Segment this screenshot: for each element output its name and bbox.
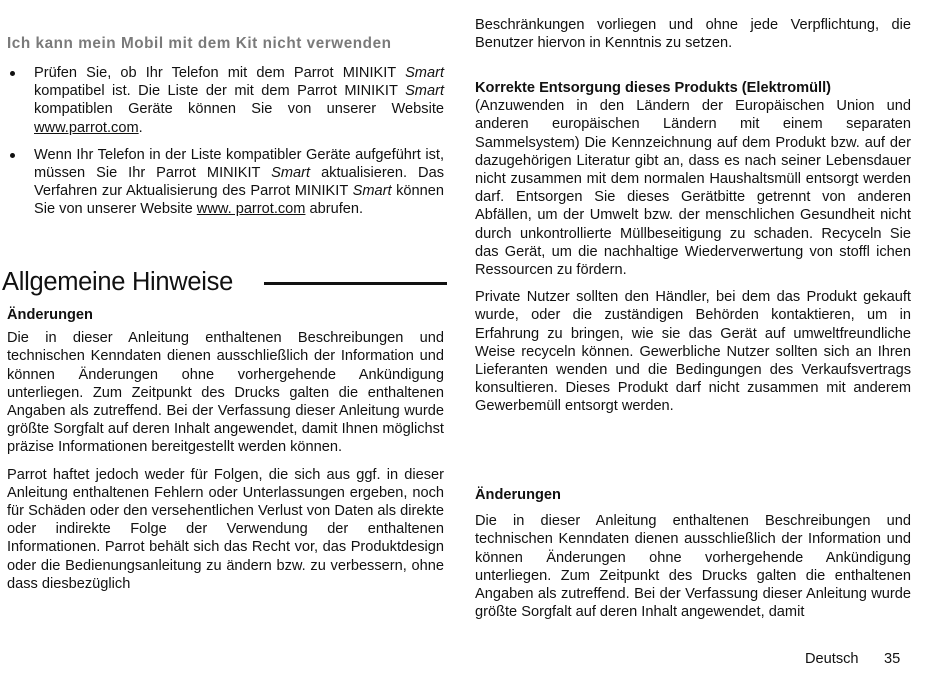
parrot-website-link[interactable]: www.parrot.com [34,119,139,136]
changes-heading: Änderungen [475,487,561,503]
liability-paragraph: Parrot haftet jedoch weder für Folgen, die sich aus ggf. in dieser Anleitung enthaltenen Fehlern oder Unterlassungen ergeben, noch für Schäden oder den versehentlichen Verlust von Daten als direkte oder indirekte Folge der Verwendung der enthaltenen Informationen. Parrot behält sich das Recht vor, das Produktdesign oder die Bedienungsanleitung zu ändern bzw. zu verbessern, ohne dass diesbezüglich [7,466,444,592]
disposal-paragraph: (Anzuwenden in den Ländern der Europäischen Union und anderen europäischen Ländern mit einem separaten Sammelsystem) Die Kennzeichnung auf dem Produkt bzw. auf der dazugehörigen Literatur gibt an, dass es nach seiner Lebensdauer nicht zusammen mit dem normalen Haushaltsmüll entsorgt werden darf. Entsorgen Sie dieses Gerätbitte getrennt von anderen Abfällen, um der Umwelt bzw. der menschlichen Gesundheit nicht durch unkontrollierte Müllbeseitigung zu schaden. Recyceln Sie das Gerät, um die nachhaltige Wiederverwertung von stoffl ichen Ressourcen zu fördern. [475,98,911,279]
changes-paragraph: Die in dieser Anleitung enthaltenen Beschreibungen und technischen Kenndaten dienen ausschließlich der Information und können Änderungen ohne vorhergehende Ankündigung unterliegen. Zum Zeitpunkt des Drucks galten die enthaltenen Angaben als zutreffend. Bei der Verfassung dieser Anleitung wurde größte Sorgfalt auf deren Inhalt angewendet, damit [475,513,911,621]
troubleshooting-list [7,64,444,219]
footer-language: Deutsch [805,651,859,667]
continuation-block [475,16,911,52]
heading-rule [264,282,447,285]
changes-heading: Änderungen [7,307,93,323]
changes-section [7,306,444,593]
changes-paragraph: Die in dieser Anleitung enthaltenen Beschreibungen und technischen Kenndaten dienen ausschließlich der Information und können Änderungen ohne vorhergehende Ankündigung unterliegen. Zum Zeitpunkt des Drucks galten die enthaltenen Angaben als zutreffend. Bei der Verfassung dieser Anleitung wurde größte Sorgfalt auf deren Inhalt angewendet, damit Ihnen möglichst präzise Informationen bereitgestellt werden können. [7,330,444,456]
changes-section [475,486,911,621]
list-item: Prüfen Sie, ob Ihr Telefon mit dem Parrot MINIKIT Smart kompatibel ist. Die Liste der mit dem Parrot MINIKIT Smart kompatiblen Geräte können Sie von unserer Website www.parrot.com. [7,64,444,137]
disposal-section [475,79,911,416]
page-number: 35 [884,651,901,667]
list-item: Wenn Ihr Telefon in der Liste kompatibler Geräte aufgeführt ist, müssen Sie Ihr Parrot MINIKIT Smart aktualisieren. Das Verfahren zur Aktualisierung des Parrot MINIKIT Smart können Sie von unserer Website www. parrot.com abrufen. [7,146,444,219]
disposal-heading: Korrekte Entsorgung dieses Produkts (Elektromüll) [475,80,831,96]
section-heading [2,266,447,298]
parrot-website-link[interactable]: www. parrot.com [196,201,306,218]
troubleshooting-title: Ich kann mein Mobil mit dem Kit nicht verwenden [7,35,392,52]
continued-paragraph: Beschränkungen vorliegen und ohne jede Verpflichtung, die Benutzer hiervon in Kenntnis zu setzen. [475,17,911,52]
section-title: Allgemeine Hinweise [2,268,233,296]
disposal-paragraph: Private Nutzer sollten den Händler, bei dem das Produkt gekauft wurde, oder die zuständigen Behörden kontaktieren, um in Erfahrung zu bringen, wie sie das Gerät auf umweltfreundliche Weise recyceln können. Gewerbliche Nutzer sollten sich an Ihren Lieferanten wenden und die Bedingungen des Verkaufsvertrags konsultieren. Dieses Produkt darf nicht zusammen mit anderem Gewerbemüll entsorgt werden. [475,289,911,415]
